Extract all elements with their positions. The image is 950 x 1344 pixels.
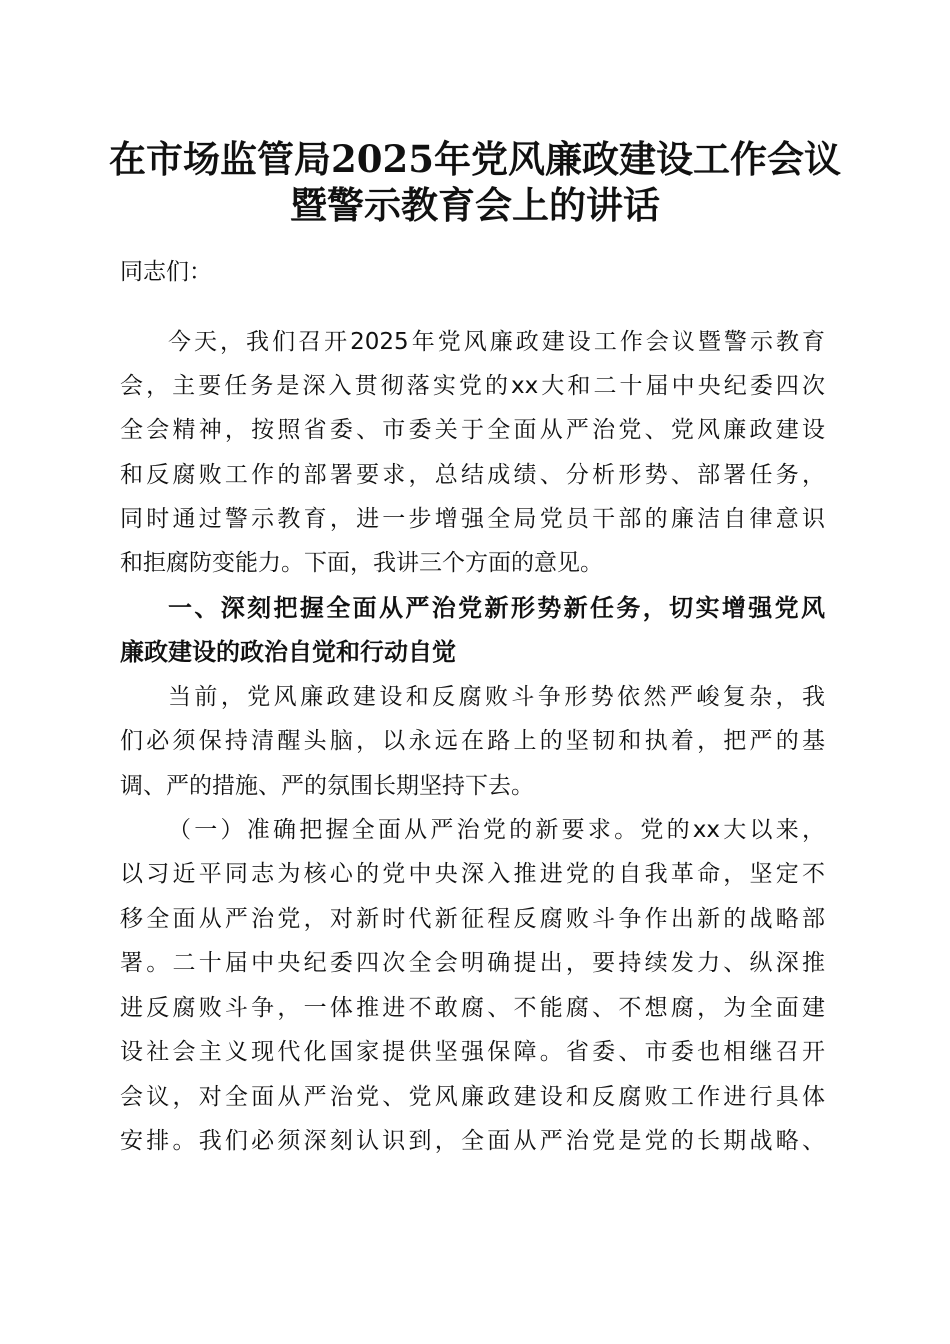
- paragraph-line: 们必须保持清醒头脑，以永远在路上的坚韧和执着，把严的基: [120, 728, 825, 754]
- paragraph-line: 今天，我们召开2025年党风廉政建设工作会议暨警示教育: [168, 329, 825, 355]
- paragraph-line: 设社会主义现代化国家提供坚强保障。省委、市委也相继召开: [120, 1039, 825, 1065]
- paragraph-line: 和反腐败工作的部署要求，总结成绩、分析形势、部署任务，: [120, 462, 825, 488]
- document-title-line-2: 暨警示教育会上的讲话: [290, 183, 660, 227]
- paragraph-line: 和拒腐防变能力。下面，我讲三个方面的意见。: [120, 550, 603, 576]
- paragraph-line: （一）准确把握全面从严治党的新要求。党的xx大以来，: [168, 817, 825, 843]
- paragraph-line: 安排。我们必须深刻认识到，全面从严治党是党的长期战略、: [120, 1128, 825, 1154]
- paragraph-line: 会，主要任务是深入贯彻落实党的xx大和二十届中央纪委四次: [120, 373, 825, 399]
- section-heading-line: 廉政建设的政治自觉和行动自觉: [120, 638, 456, 666]
- section-heading-line: 一、深刻把握全面从严治党新形势新任务，切实增强党风: [168, 594, 825, 622]
- paragraph-line: 署。二十届中央纪委四次全会明确提出，要持续发力、纵深推: [120, 950, 825, 976]
- paragraph-line: 会议，对全面从严治党、党风廉政建设和反腐败工作进行具体: [120, 1084, 825, 1110]
- paragraph-line: 调、严的措施、严的氛围长期坚持下去。: [120, 773, 534, 799]
- paragraph-line: 进反腐败斗争，一体推进不敢腐、不能腐、不想腐，为全面建: [120, 995, 825, 1021]
- paragraph-line: 当前，党风廉政建设和反腐败斗争形势依然严峻复杂，我: [168, 684, 825, 710]
- paragraph-line: 全会精神，按照省委、市委关于全面从严治党、党风廉政建设: [120, 417, 825, 443]
- document-title-line-1: 在市场监管局2025年党风廉政建设工作会议: [109, 137, 841, 181]
- salutation: 同志们：: [120, 259, 212, 285]
- paragraph-line: 以习近平同志为核心的党中央深入推进党的自我革命，坚定不: [120, 861, 825, 887]
- paragraph-line: 移全面从严治党，对新时代新征程反腐败斗争作出新的战略部: [120, 906, 825, 932]
- paragraph-line: 同时通过警示教育，进一步增强全局党员干部的廉洁自律意识: [120, 506, 825, 532]
